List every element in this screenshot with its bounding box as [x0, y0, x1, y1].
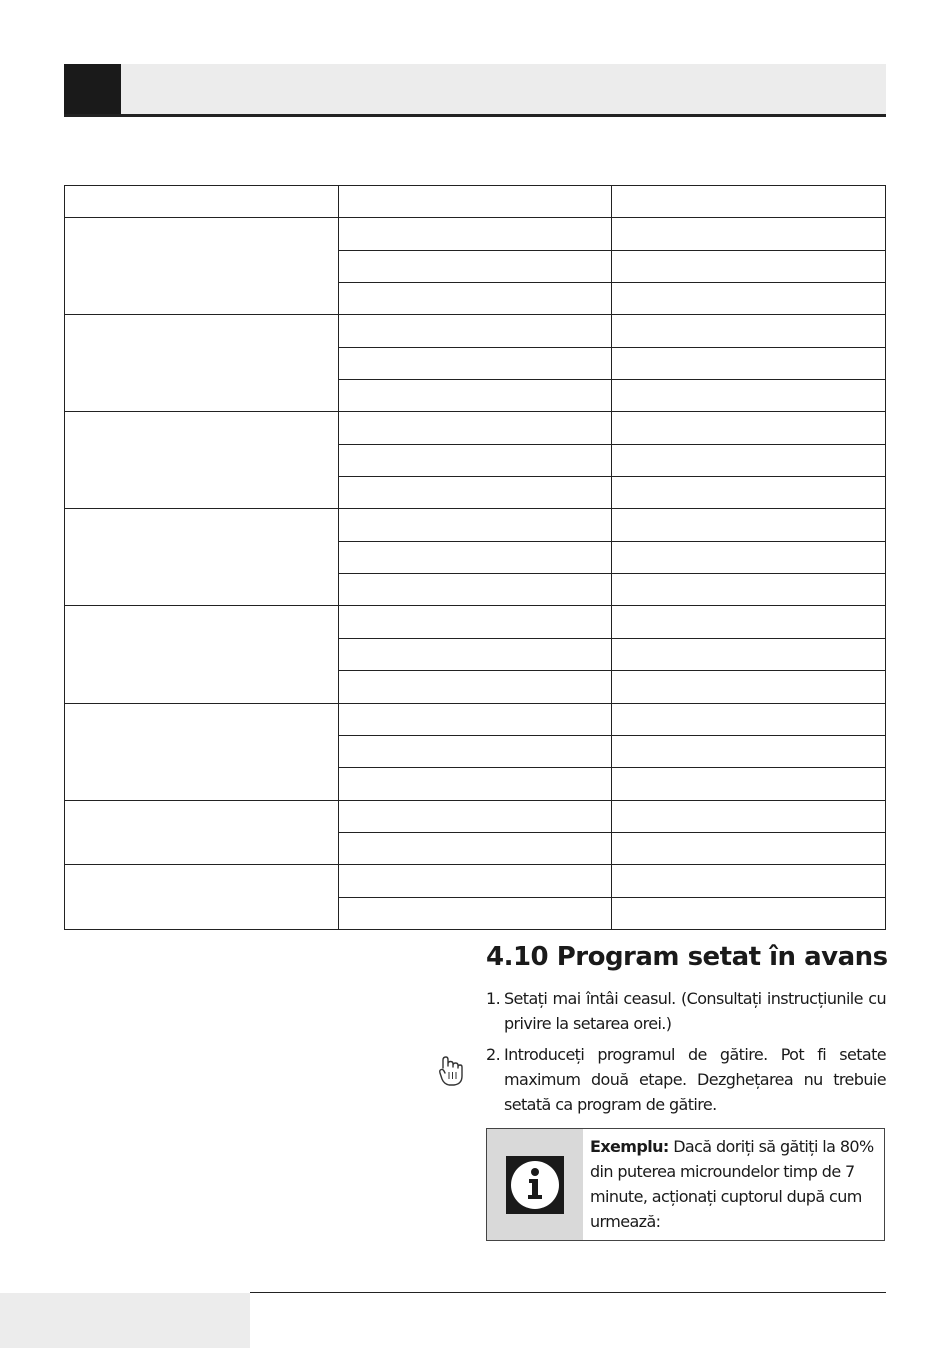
- table-cell: [339, 800, 612, 832]
- table-group-cell: [65, 315, 339, 412]
- table-group-cell: [65, 865, 339, 930]
- table-cell: [339, 897, 612, 929]
- table-cell: [612, 800, 886, 832]
- table-row: [65, 509, 886, 541]
- table-group-cell: [65, 412, 339, 509]
- table-cell: [612, 768, 886, 800]
- table-cell: [339, 477, 612, 509]
- table-cell: [612, 541, 886, 573]
- table-row: [65, 800, 886, 832]
- table-cell: [339, 347, 612, 379]
- table-cell: [612, 509, 886, 541]
- table-row: [65, 703, 886, 735]
- table-cell: [612, 606, 886, 638]
- table-cell: [612, 865, 886, 897]
- table-cell: [339, 638, 612, 670]
- table-cell: [339, 412, 612, 444]
- table-header-cell: [339, 186, 612, 218]
- footer-tab: [0, 1293, 250, 1348]
- footer-rule: [250, 1292, 886, 1293]
- table-row: [65, 606, 886, 638]
- table-group-cell: [65, 703, 339, 800]
- chapter-marker: [64, 64, 121, 114]
- table-header-cell: [65, 186, 339, 218]
- table-header-row: [65, 186, 886, 218]
- table-cell: [612, 638, 886, 670]
- table-cell: [339, 671, 612, 703]
- step-item: [486, 1042, 886, 1117]
- table-cell: [612, 380, 886, 412]
- table-cell: [612, 735, 886, 767]
- table-cell: [612, 703, 886, 735]
- table-group-cell: [65, 218, 339, 315]
- table-cell: [612, 671, 886, 703]
- table-row: [65, 412, 886, 444]
- table-cell: [612, 832, 886, 864]
- table-cell: [339, 832, 612, 864]
- table-cell: [612, 250, 886, 282]
- table-cell: [339, 606, 612, 638]
- table-cell: [612, 444, 886, 476]
- table-group-cell: [65, 606, 339, 703]
- table-cell: [339, 509, 612, 541]
- table-cell: [339, 735, 612, 767]
- table-cell: [339, 315, 612, 347]
- table-cell: [612, 477, 886, 509]
- table-cell: [339, 283, 612, 315]
- table-row: [65, 865, 886, 897]
- table-cell: [339, 218, 612, 250]
- step-text: Introduceți programul de gătire. Pot fi setate maximum două etape. Dezghețarea nu trebuie setată ca program de gătire.: [504, 1045, 886, 1114]
- table-cell: [339, 768, 612, 800]
- info-note: [486, 1128, 885, 1241]
- table-cell: [612, 347, 886, 379]
- table-cell: [339, 541, 612, 573]
- table-cell: [339, 574, 612, 606]
- table-cell: [612, 897, 886, 929]
- info-body: Dacă doriți să gătiți la 80% din puterea microundelor timp de 7 minute, acționați cuptorul după cum urmează:: [590, 1137, 874, 1231]
- table-cell: [612, 574, 886, 606]
- table-group-cell: [65, 800, 339, 865]
- section-title: 4.10 Program setat în avans: [486, 942, 888, 972]
- settings-table: [64, 185, 886, 930]
- info-icon: [506, 1156, 564, 1214]
- table-cell: [612, 218, 886, 250]
- table-header-cell: [612, 186, 886, 218]
- table-row: [65, 218, 886, 250]
- table-cell: [339, 703, 612, 735]
- table-cell: [612, 315, 886, 347]
- hand-pointer-icon: [437, 1054, 465, 1088]
- header-bar: [64, 64, 886, 117]
- table-cell: [339, 444, 612, 476]
- info-lead: Exemplu:: [590, 1137, 669, 1156]
- table-cell: [612, 283, 886, 315]
- table-cell: [612, 412, 886, 444]
- table-group-cell: [65, 509, 339, 606]
- table-cell: [339, 250, 612, 282]
- step-number: 2.: [486, 1045, 501, 1064]
- steps-list: [486, 986, 886, 1123]
- table-cell: [339, 865, 612, 897]
- table-row: [65, 315, 886, 347]
- info-icon-panel: [487, 1129, 583, 1240]
- info-text: [583, 1129, 884, 1240]
- table-cell: [339, 380, 612, 412]
- step-item: [486, 986, 886, 1036]
- step-text: Setați mai întâi ceasul. (Consultați instrucțiunile cu privire la setarea orei.): [504, 989, 886, 1033]
- step-number: 1.: [486, 989, 501, 1008]
